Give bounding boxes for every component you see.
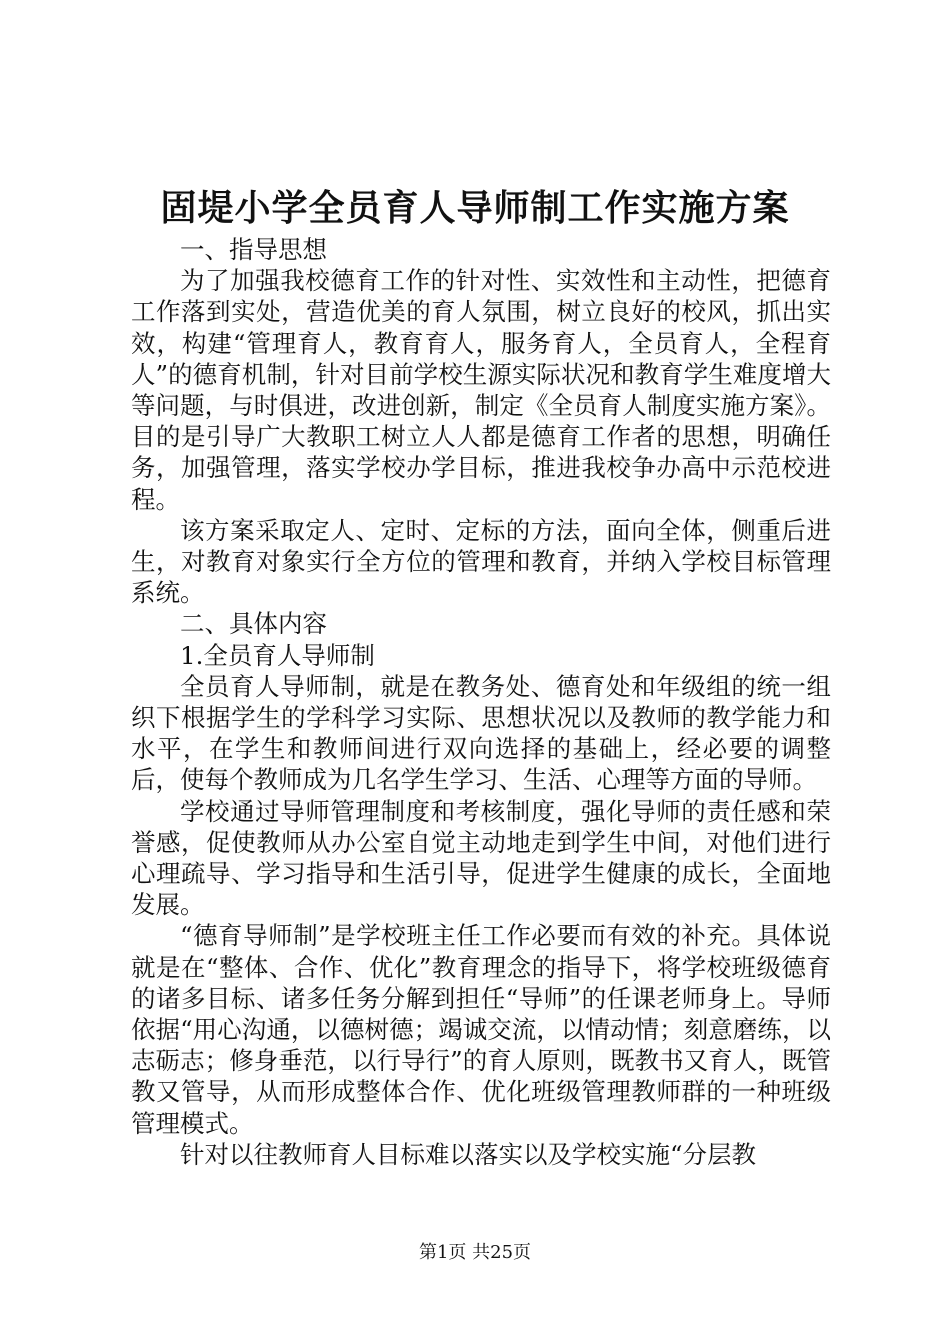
subsection-heading: 1.全员育人导师制 (180, 640, 375, 670)
document-body (131, 234, 831, 1170)
section-heading: 二、具体内容 (180, 609, 327, 639)
paragraph: 学校通过导师管理制度和考核制度，强化导师的责任感和荣誉感，促使教师从办公室自觉主动地走到学生中间，对他们进行心理疏导、学习指导和生活引导，促进学生健康的成长，全面地发展。 (131, 796, 831, 920)
page-footer: 第1页 共25页 (418, 1242, 532, 1263)
paragraph: 为了加强我校德育工作的针对性、实效性和主动性，把德育工作落到实处，营造优美的育人氛围，树立良好的校风，抓出实效，构建“管理育人，教育育人，服务育人，全员育人，全程育人”的德育机制，针对目前学校生源实际状况和教育学生难度增大等问题，与时俱进，改进创新，制定《全员育人制度实施方案》。目的是引导广大教职工树立人人都是德育工作者的思想，明确任务，加强管理，落实学校办学目标，推进我校争办高中示范校进程。 (131, 266, 831, 514)
document-title: 固堤小学全员育人导师制工作实施方案 (160, 187, 790, 229)
paragraph: 全员育人导师制，就是在教务处、德育处和年级组的统一组织下根据学生的学科学习实际、思想状况以及教师的教学能力和水平，在学生和教师间进行双向选择的基础上，经必要的调整后，使每个教师成为几名学生学习、生活、心理等方面的导师。 (131, 671, 831, 795)
section-heading: 一、指导思想 (180, 235, 327, 264)
paragraph: 该方案采取定人、定时、定标的方法，面向全体，侧重后进生，对教育对象实行全方位的管理和教育，并纳入学校目标管理系统。 (131, 515, 831, 608)
paragraph: 针对以往教师育人目标难以落实以及学校实施“分层教 (180, 1139, 757, 1169)
paragraph: “德育导师制”是学校班主任工作必要而有效的补充。具体说就是在“整体、合作、优化”教育理念的指导下，将学校班级德育的诸多目标、诸多任务分解到担任“导师”的任课老师身上。导师依据“用心沟通，以德树德；竭诚交流，以情动情；刻意磨练，以志砺志；修身垂范，以行导行”的育人原则，既教书又育人，既管教又管导，从而形成整体合作、优化班级管理教师群的一种班级管理模式。 (131, 921, 831, 1138)
